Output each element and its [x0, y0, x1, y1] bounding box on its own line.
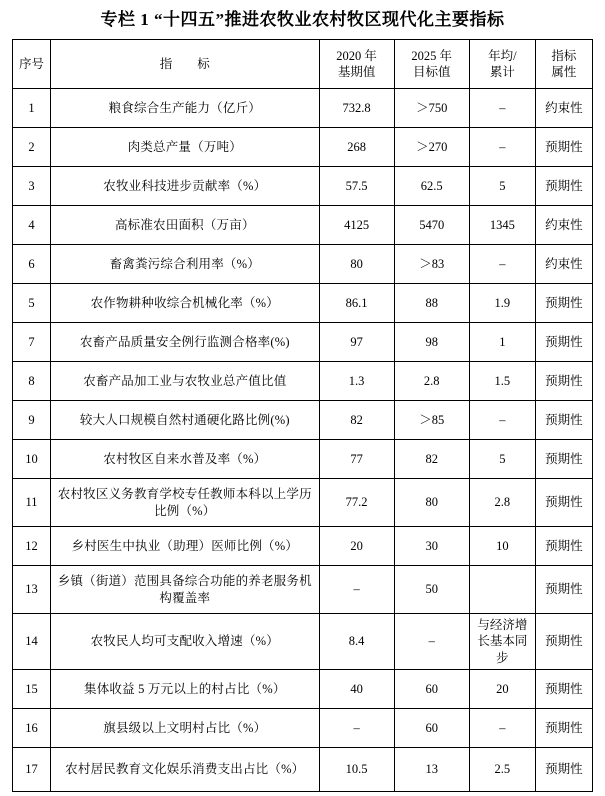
table-row [13, 206, 593, 245]
cell-annual: 1.5 [469, 362, 535, 401]
header-seq: 序号 [13, 40, 51, 89]
header-target-year-line2: 目标值 [412, 65, 451, 80]
table-row [13, 362, 593, 401]
header-attribute-line1: 指标 [551, 48, 577, 63]
cell-indicator: 乡村医生中执业（助理）医师比例（%） [51, 527, 319, 566]
cell-target: 50 [394, 566, 469, 614]
header-attribute-line2: 属性 [551, 65, 577, 80]
table-row [13, 323, 593, 362]
cell-indicator: 农畜产品质量安全例行监测合格率(%) [51, 323, 319, 362]
cell-seq: 14 [13, 614, 51, 670]
cell-attribute: 预期性 [535, 167, 592, 206]
cell-seq: 11 [13, 479, 51, 527]
cell-seq: 2 [13, 128, 51, 167]
table-row [13, 401, 593, 440]
cell-indicator: 农牧业科技进步贡献率（%） [51, 167, 319, 206]
table-row [13, 479, 593, 527]
table-row [13, 614, 593, 670]
cell-seq: 6 [13, 245, 51, 284]
cell-annual: 5 [469, 440, 535, 479]
header-target-year [394, 40, 469, 89]
cell-target: ＞750 [394, 89, 469, 128]
cell-target: 80 [394, 479, 469, 527]
cell-attribute: 预期性 [535, 362, 592, 401]
cell-target: ＞270 [394, 128, 469, 167]
cell-annual: 5 [469, 167, 535, 206]
cell-indicator: 粮食综合生产能力（亿斤） [51, 89, 319, 128]
cell-indicator: 农作物耕种收综合机械化率（%） [51, 284, 319, 323]
cell-base: 732.8 [319, 89, 394, 128]
cell-seq: 3 [13, 167, 51, 206]
cell-annual: – [469, 89, 535, 128]
cell-annual: – [469, 401, 535, 440]
table-body [13, 89, 593, 792]
cell-indicator: 农村牧区义务教育学校专任教师本科以上学历比例（%） [51, 479, 319, 527]
cell-target: 13 [394, 748, 469, 792]
cell-attribute: 预期性 [535, 709, 592, 748]
cell-annual: 1 [469, 323, 535, 362]
cell-target: 60 [394, 670, 469, 709]
cell-base: 20 [319, 527, 394, 566]
cell-base: 97 [319, 323, 394, 362]
cell-seq: 16 [13, 709, 51, 748]
cell-target: 88 [394, 284, 469, 323]
cell-indicator: 农村牧区自来水普及率（%） [51, 440, 319, 479]
cell-annual: 10 [469, 527, 535, 566]
cell-seq: 4 [13, 206, 51, 245]
cell-target: 2.8 [394, 362, 469, 401]
header-annual-line1: 年均/ [488, 48, 517, 63]
cell-target: ＞83 [394, 245, 469, 284]
cell-target: 60 [394, 709, 469, 748]
cell-base: 77 [319, 440, 394, 479]
indicators-table [12, 39, 593, 792]
cell-indicator: 较大人口规模自然村通硬化路比例(%) [51, 401, 319, 440]
cell-seq: 8 [13, 362, 51, 401]
cell-annual [469, 566, 535, 614]
cell-annual: – [469, 709, 535, 748]
table-row [13, 284, 593, 323]
table-row [13, 89, 593, 128]
cell-attribute: 预期性 [535, 479, 592, 527]
cell-base: 268 [319, 128, 394, 167]
header-base-year [319, 40, 394, 89]
cell-indicator: 农牧民人均可支配收入增速（%） [51, 614, 319, 670]
cell-seq: 13 [13, 566, 51, 614]
cell-target: 62.5 [394, 167, 469, 206]
table-header-row [13, 40, 593, 89]
header-attribute [535, 40, 592, 89]
header-indicator: 指 标 [51, 40, 319, 89]
cell-attribute: 预期性 [535, 748, 592, 792]
cell-indicator: 集体收益 5 万元以上的村占比（%） [51, 670, 319, 709]
header-target-year-line1: 2025 年 [411, 48, 453, 63]
cell-base: 82 [319, 401, 394, 440]
cell-base: 4125 [319, 206, 394, 245]
cell-target: 98 [394, 323, 469, 362]
cell-seq: 10 [13, 440, 51, 479]
cell-annual: 与经济增长基本同步 [469, 614, 535, 670]
cell-base: 57.5 [319, 167, 394, 206]
cell-attribute: 约束性 [535, 245, 592, 284]
cell-annual: 2.8 [469, 479, 535, 527]
cell-indicator: 肉类总产量（万吨） [51, 128, 319, 167]
cell-base: 86.1 [319, 284, 394, 323]
table-row [13, 566, 593, 614]
header-annual [469, 40, 535, 89]
table-header [13, 40, 593, 89]
table-row [13, 167, 593, 206]
table-row [13, 748, 593, 792]
cell-target: ＞85 [394, 401, 469, 440]
cell-base: – [319, 709, 394, 748]
cell-annual: – [469, 128, 535, 167]
cell-seq: 17 [13, 748, 51, 792]
cell-base: 1.3 [319, 362, 394, 401]
cell-target: 82 [394, 440, 469, 479]
cell-base: 8.4 [319, 614, 394, 670]
cell-annual: 20 [469, 670, 535, 709]
cell-target: 30 [394, 527, 469, 566]
cell-indicator: 乡镇（街道）范围具备综合功能的养老服务机构覆盖率 [51, 566, 319, 614]
table-row [13, 527, 593, 566]
cell-attribute: 约束性 [535, 89, 592, 128]
cell-attribute: 预期性 [535, 527, 592, 566]
cell-seq: 9 [13, 401, 51, 440]
cell-seq: 15 [13, 670, 51, 709]
cell-indicator: 高标准农田面积（万亩） [51, 206, 319, 245]
page-title: 专栏 1 “十四五”推进农牧业农村牧区现代化主要指标 [100, 10, 505, 29]
cell-base: 80 [319, 245, 394, 284]
cell-attribute: 预期性 [535, 128, 592, 167]
cell-indicator: 农村居民教育文化娱乐消费支出占比（%） [51, 748, 319, 792]
cell-base: 40 [319, 670, 394, 709]
table-row [13, 709, 593, 748]
cell-attribute: 预期性 [535, 670, 592, 709]
cell-attribute: 预期性 [535, 284, 592, 323]
cell-base: – [319, 566, 394, 614]
cell-target: – [394, 614, 469, 670]
cell-annual: 1.9 [469, 284, 535, 323]
table-row [13, 245, 593, 284]
cell-seq: 1 [13, 89, 51, 128]
header-annual-line2: 累计 [489, 65, 515, 80]
cell-seq: 5 [13, 284, 51, 323]
cell-annual: 2.5 [469, 748, 535, 792]
cell-attribute: 预期性 [535, 566, 592, 614]
cell-annual: – [469, 245, 535, 284]
cell-attribute: 预期性 [535, 614, 592, 670]
header-base-year-line2: 基期值 [337, 65, 376, 80]
table-row [13, 440, 593, 479]
cell-attribute: 预期性 [535, 323, 592, 362]
cell-seq: 12 [13, 527, 51, 566]
header-base-year-line1: 2020 年 [336, 48, 377, 63]
cell-indicator: 农畜产品加工业与农牧业总产值比值 [51, 362, 319, 401]
cell-attribute: 预期性 [535, 440, 592, 479]
cell-target: 5470 [394, 206, 469, 245]
cell-base: 77.2 [319, 479, 394, 527]
cell-attribute: 预期性 [535, 401, 592, 440]
table-row [13, 670, 593, 709]
table-row [13, 128, 593, 167]
cell-base: 10.5 [319, 748, 394, 792]
cell-attribute: 约束性 [535, 206, 592, 245]
cell-annual: 1345 [469, 206, 535, 245]
cell-indicator: 畜禽粪污综合利用率（%） [51, 245, 319, 284]
cell-indicator: 旗县级以上文明村占比（%） [51, 709, 319, 748]
cell-seq: 7 [13, 323, 51, 362]
